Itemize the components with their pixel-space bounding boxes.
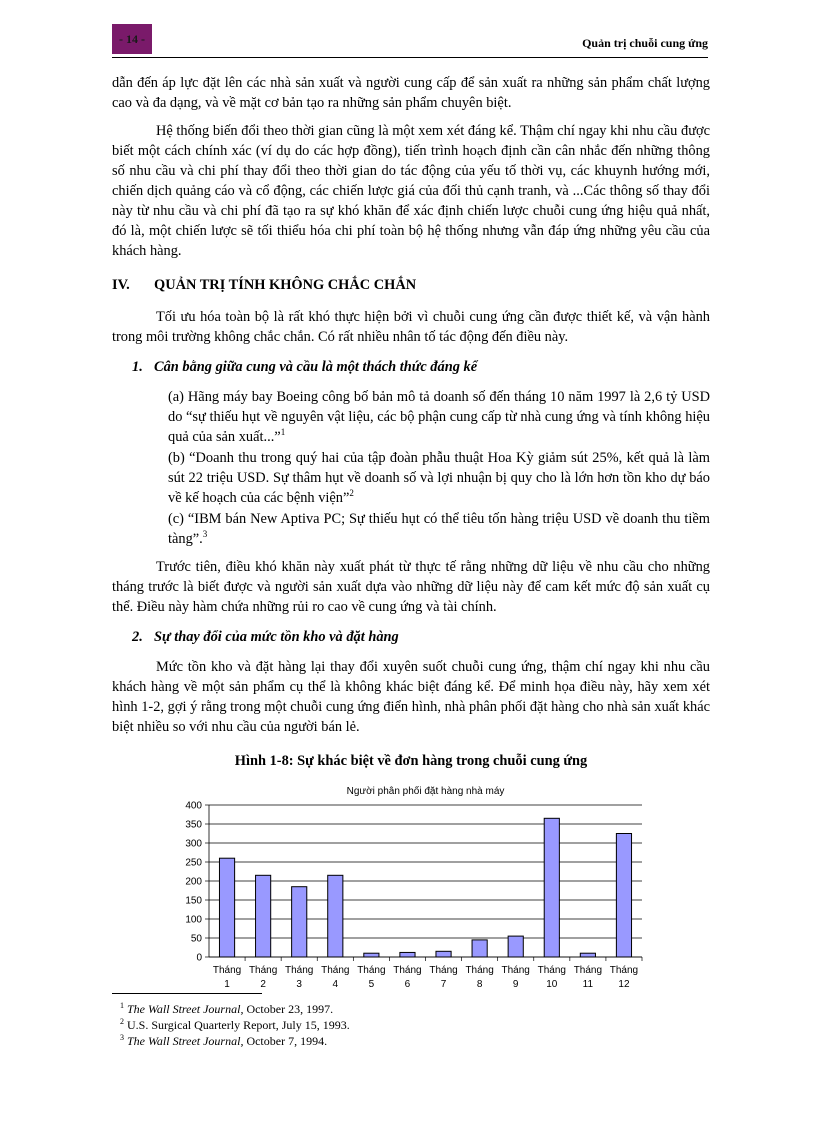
x-tick-label-number-11: 11: [582, 979, 594, 990]
x-tick-label-number-3: 3: [296, 979, 302, 990]
footnote-mark: 3: [120, 1033, 124, 1042]
footnote-1: [120, 1001, 350, 1017]
x-tick-label-month-6: Tháng: [393, 965, 422, 976]
bar-month-3: [292, 887, 307, 957]
page-number-badge: [112, 24, 152, 54]
y-tick-label-6: 300: [185, 838, 202, 850]
subsection-heading-1: [132, 357, 710, 377]
x-tick-label-number-8: 8: [476, 979, 483, 990]
subsection-title-1: Cân bằng giữa cung và cầu là một thách thức đáng kể: [154, 359, 478, 375]
bar-month-4: [328, 875, 343, 957]
footnote-text: October 7, 1994.: [243, 1034, 328, 1048]
bar-month-7: [436, 951, 451, 957]
bar-month-2: [256, 875, 271, 957]
section-intro: Tối ưu hóa toàn bộ là rất khó thực hiện bởi vì chuỗi cung ứng cần được thiết kế, và vận hành trong môi trường không chắc chắn. Có rất nhiều nhân tố tác động đến điều này.: [112, 309, 710, 345]
x-tick-label-month-4: Tháng: [321, 965, 350, 976]
x-tick-label-number-12: 12: [618, 979, 630, 990]
chart-title: Người phân phối đặt hàng nhà máy: [346, 786, 505, 797]
bar-month-6: [400, 952, 415, 957]
footnote-source: The Wall Street Journal,: [127, 1034, 244, 1048]
x-tick-label-month-5: Tháng: [357, 965, 386, 976]
subsection-title-2: Sự thay đổi của mức tồn kho và đặt hàng: [154, 629, 399, 645]
header-rule: [112, 57, 708, 58]
bar-month-5: [364, 953, 379, 957]
x-tick-label-month-8: Tháng: [465, 965, 494, 976]
y-tick-label-3: 150: [185, 895, 202, 907]
footnote-ref-3: 3: [202, 529, 208, 540]
footnote-ref-2: 2: [349, 488, 354, 499]
subsection-number-2: 2.: [132, 629, 143, 645]
section-number: IV.: [112, 277, 130, 293]
bar-chart: [112, 779, 710, 994]
y-tick-label-0: 0: [196, 952, 202, 964]
quote-b: (b) “Doanh thu trong quý hai của tập đoàn phẫu thuật Hoa Kỳ giảm sút 25%, kết quả là làm sút 22 triệu USD. Sự thâm hụt về doanh số và lợi nhuận bị quy cho là lớn hơn tồn kho dự báo về kế hoạch của các bệnh viện”$^2$: [168, 450, 710, 506]
y-tick-label-8: 400: [185, 800, 202, 812]
x-tick-label-number-5: 5: [368, 979, 375, 990]
footnote-rule: [112, 993, 262, 994]
footnote-3: [120, 1033, 350, 1049]
x-tick-label-number-9: 9: [512, 979, 519, 990]
y-tick-label-5: 250: [185, 857, 202, 869]
paragraph-time-variation: Hệ thống biến đổi theo thời gian cũng là một xem xét đáng kể. Thậm chí ngay khi nhu cầu được biết một cách chính xác (ví dụ do các hợp đồng), tiến trình hoạch định cần cân nhắc đến những thông số nhu cầu và chi phí thay đổi theo thời gian do tác động của yếu tố thời vụ, các khuynh hướng mới, chiến dịch quảng cáo và cổ động, các chiến lược giá của đối thủ cạnh tranh, và ...Các thông số thay đổi này từ nhu cầu và chi phí đã tạo ra sự khó khăn để xác định chiến lược chuỗi cung ứng hiệu quả nhất, đó là, một chiến lược sẽ tối thiểu hóa chi phí toàn bộ hệ thống nhưng vẫn đáp ứng những yêu cầu của khách hàng.: [112, 123, 710, 259]
section-heading: [112, 275, 710, 295]
page-number: - 14 -: [119, 31, 145, 46]
bar-month-1: [219, 858, 234, 957]
y-tick-label-4: 200: [185, 876, 202, 888]
x-tick-label-month-11: Tháng: [573, 965, 603, 976]
x-tick-label-number-7: 7: [440, 979, 447, 990]
bar-month-10: [544, 818, 559, 957]
footnote-mark: 2: [120, 1017, 124, 1026]
bar-month-12: [616, 834, 631, 958]
x-tick-label-month-3: Tháng: [285, 965, 314, 976]
paragraph-continuation: dẫn đến áp lực đặt lên các nhà sản xuất và người cung cấp để sản xuất ra những sản phẩm chất lượng cao và đa dạng, và về mặt cơ bản tạo ra những sản phẩm chuyên biệt.: [112, 75, 710, 111]
footnote-mark: 1: [120, 1001, 124, 1010]
page-body: [112, 73, 710, 994]
footnote-ref-1: 1: [280, 427, 286, 438]
subsection-2-body: Mức tồn kho và đặt hàng lại thay đổi xuyên suốt chuỗi cung ứng, thậm chí ngay khi nhu cầu khách hàng về một sản phẩm cụ thể là không khác biệt đáng kể. Để minh họa điều này, hãy xem xét hình 1-2, gợi ý rằng trong một chuỗi cung ứng điển hình, nhà phân phối đặt hàng cho nhà sản xuất khác biệt nhiều so với nhu cầu của người bán lẻ.: [112, 659, 710, 735]
subsection-heading-2: [132, 627, 710, 647]
footnote-2: [120, 1017, 350, 1033]
footnote-source: The Wall Street Journal,: [127, 1002, 244, 1016]
x-tick-label-number-1: 1: [224, 979, 230, 990]
quote-a: (a) Hãng máy bay Boeing công bố bản mô tả doanh số đến tháng 10 năm 1997 là 2,6 tỷ USD do “sự thiếu hụt về nguyên vật liệu, các bộ phận cung cấp từ nhà cung ứng và tính không hiệu quả của sản xuất...”$^1$: [168, 389, 710, 445]
x-tick-label-number-4: 4: [332, 979, 339, 990]
x-tick-label-number-10: 10: [546, 979, 558, 990]
footnote-text: U.S. Surgical Quarterly Report, July 15, 1993.: [127, 1018, 350, 1032]
figure-caption: Hình 1-8: Sự khác biệt về đơn hàng trong chuỗi cung ứng: [234, 753, 588, 769]
bar-chart-svg: [112, 779, 710, 994]
y-tick-label-1: 50: [190, 933, 202, 945]
x-tick-label-month-9: Tháng: [501, 965, 530, 976]
quote-c: (c) “IBM bán New Aptiva PC; Sự thiếu hụt có thể tiêu tốn hàng triệu USD về doanh thu tiềm tàng”.$^3$: [168, 511, 710, 547]
y-tick-label-2: 100: [185, 914, 202, 926]
footnotes: [120, 1001, 350, 1049]
x-tick-label-number-6: 6: [404, 979, 411, 990]
bar-month-8: [472, 940, 487, 957]
x-tick-label-month-10: Tháng: [537, 965, 566, 976]
subsection-1-body: Trước tiên, điều khó khăn này xuất phát từ thực tế rằng những dữ liệu về nhu cầu cho những tháng trước là biết được và người sản xuất dựa vào những dữ liệu này để cam kết mức độ sản xuất cụ thể. Điều này hàm chứa những rủi ro cao về cung ứng và tài chính.: [112, 559, 710, 615]
x-tick-label-month-2: Tháng: [248, 965, 278, 976]
running-header-title: Quản trị chuỗi cung ứng: [582, 36, 708, 50]
bar-month-9: [508, 936, 523, 957]
bar-month-11: [580, 953, 595, 957]
x-tick-label-month-12: Tháng: [609, 965, 639, 976]
footnote-text: October 23, 1997.: [243, 1002, 334, 1016]
section-title: QUẢN TRỊ TÍNH KHÔNG CHẮC CHẮN: [154, 277, 417, 293]
x-tick-label-month-7: Tháng: [429, 965, 458, 976]
y-tick-label-7: 350: [185, 819, 202, 831]
x-tick-label-month-1: Tháng: [212, 965, 242, 976]
x-tick-label-number-2: 2: [260, 979, 266, 990]
subsection-number-1: 1.: [132, 359, 143, 375]
